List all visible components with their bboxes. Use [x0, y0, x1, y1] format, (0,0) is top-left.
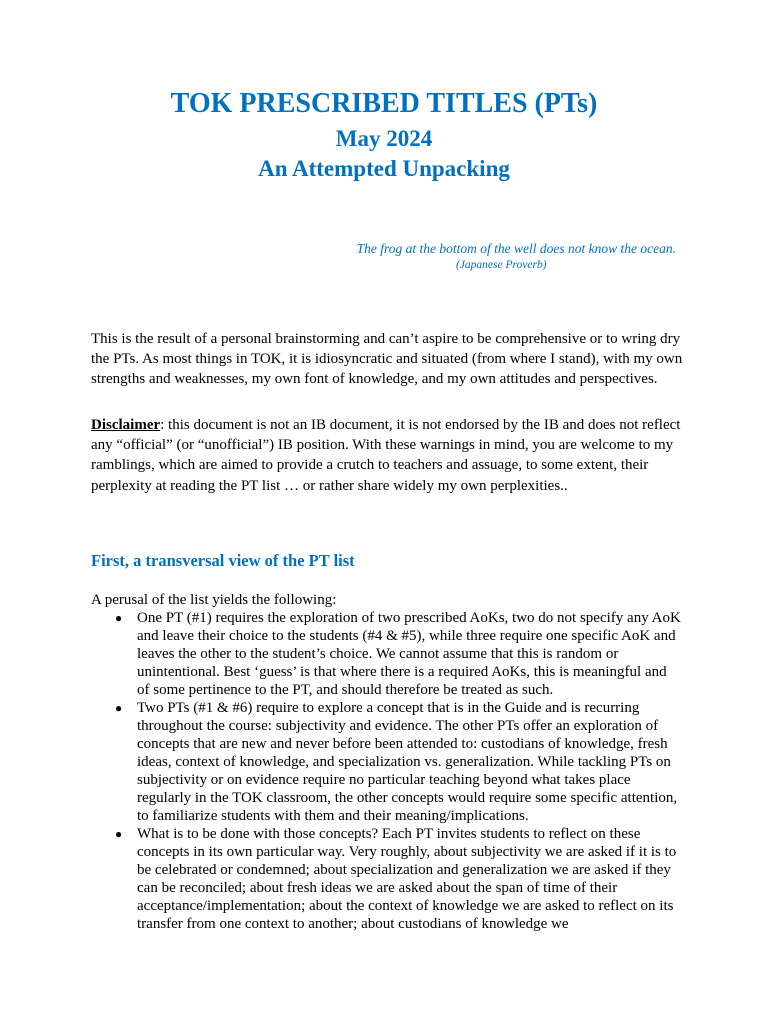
epigraph-source: (Japanese Proverb): [456, 259, 547, 271]
list-item-text: What is to be done with those concepts? Each PT invites students to reflect on these concepts in its own particular way. Very roughly, about subjectivity we are asked if it is to be celebrated or condemned; about specialization and generalization we are asked if they can be reconciled; about fresh ideas we are asked about the span of time of their acceptance/implementation; about the context of knowledge we are asked to reflect on its transfer from one context to another; about custodians of knowledge we: [137, 826, 677, 932]
disclaimer-text: : this document is not an IB document, it is not endorsed by the IB and does not reflect any “official” (or “unofficial”) IB position. With these warnings in mind, you are welcome to my ramblings, which are aimed to provide a crutch to teachers and assuage, to some extent, their perplexity at reading the PT list … or rather share widely my own perplexities..: [91, 417, 681, 494]
document-date: May 2024: [335, 126, 433, 151]
section-heading: First, a transversal view of the PT list: [91, 551, 355, 570]
intro-paragraph: This is the result of a personal brainstorming and can’t aspire to be comprehensive or to wring dry the PTs. As most things in TOK, it is idiosyncratic and situated (from where I stand), with my own strengths and weaknesses, my own font of knowledge, and my own attitudes and perspectives.: [91, 331, 683, 388]
bullet-icon: ●: [115, 611, 123, 625]
disclaimer-label: Disclaimer: [91, 417, 161, 433]
list-item: [115, 825, 682, 933]
list-item: [115, 699, 682, 825]
document-subtitle: An Attempted Unpacking: [258, 156, 510, 181]
document-title: TOK PRESCRIBED TITLES (PTs): [170, 88, 598, 119]
section-lead: A perusal of the list yields the following:: [91, 592, 337, 608]
epigraph-quote: The frog at the bottom of the well does not know the ocean.: [356, 241, 676, 256]
list-item: [115, 609, 682, 699]
bullet-list: [115, 609, 682, 933]
list-item-text: One PT (#1) requires the exploration of two prescribed AoKs, two do not specify any AoK and leave their choice to the students (#4 & #5), while three require one specific AoK and leaves the other to the student’s choice. We cannot assume that this is random or unintentional. Best ‘guess’ is that where there is a required AoKs, this is meaningful and of some pertinence to the PT, and should therefore be treated as such.: [137, 610, 681, 698]
bullet-icon: ●: [115, 701, 123, 715]
disclaimer-paragraph: [91, 415, 691, 496]
list-item-text: Two PTs (#1 & #6) require to explore a concept that is in the Guide and is recurring throughout the course: subjectivity and evidence. The other PTs offer an exploration of concepts that are new and never before been attended to: custodians of knowledge, fresh ideas, context of knowledge, and specialization vs. generalization. While tackling PTs on subjectivity or on evidence require no particular teaching beyond what takes place regularly in the TOK classroom, the other concepts would require some specific attention, to familiarize students with them and their meaning/implications.: [137, 700, 678, 824]
bullet-icon: ●: [115, 827, 123, 841]
